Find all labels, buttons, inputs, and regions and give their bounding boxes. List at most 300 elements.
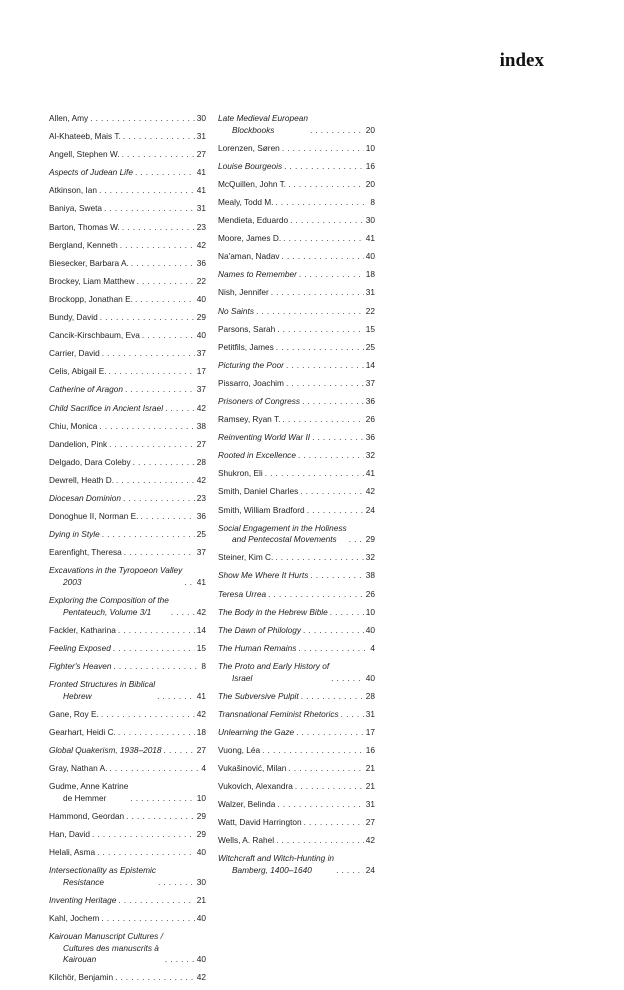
index-entry-text: Donoghue II, Norman E.: [49, 511, 139, 522]
index-entry: [49, 661, 206, 673]
index-entry-page: 36: [196, 257, 206, 268]
index-entry-text: Vuong, Léa: [218, 744, 261, 755]
dot-leader: [307, 505, 364, 517]
index-entry-text: Smith, Daniel Charles: [218, 486, 299, 497]
index-entry: [49, 276, 206, 288]
index-entry-page: 18: [196, 726, 206, 737]
index-entry: [218, 287, 375, 299]
index-entry-text: Al-Khateeb, Mais T.: [49, 131, 121, 142]
index-entry-text: Gudme, Anne Katrine de Hemmer: [49, 781, 129, 803]
index-entry-page: 31: [196, 131, 206, 142]
dot-leader: [99, 421, 194, 433]
index-entry-text: Inventing Heritage: [49, 894, 117, 905]
index-entry-text: Louise Bourgeois: [218, 160, 283, 171]
index-entry-text: Celis, Abigail E.: [49, 366, 107, 377]
index-entry-page: 42: [196, 239, 206, 250]
index-entry-text: Dying in Style: [49, 529, 100, 540]
dot-leader: [310, 570, 363, 582]
index-entry-page: 20: [365, 124, 375, 135]
index-entry-text: Baniya, Sweta: [49, 203, 103, 214]
dot-leader: [265, 468, 364, 480]
dot-leader: [288, 179, 364, 191]
index-entry-text: Excavations in the Tyropoeon Valley 2003: [49, 565, 183, 587]
index-entry-text: Chiu, Monica: [49, 420, 98, 431]
index-entry-page: 10: [365, 606, 375, 617]
dot-leader: [165, 954, 195, 966]
index-entry-page: 31: [365, 287, 375, 298]
index-entry: [49, 811, 206, 823]
dot-leader: [102, 348, 195, 360]
index-entry: [218, 324, 375, 336]
index-entry: [218, 523, 375, 546]
dot-leader: [99, 185, 195, 197]
index-entry-text: Gane, Roy E.: [49, 708, 99, 719]
index-entry-page: 27: [196, 149, 206, 160]
index-entry: [49, 421, 206, 433]
index-entry: [49, 475, 206, 487]
index-entry-page: 42: [196, 708, 206, 719]
index-entry: [218, 342, 375, 354]
index-entry-text: No Saints: [218, 305, 254, 316]
index-entry-page: 40: [196, 954, 206, 965]
dot-leader: [122, 149, 195, 161]
index-entry-text: Dewrell, Heath D.: [49, 474, 115, 485]
index-entry-text: Pissarro, Joachim: [218, 377, 284, 388]
dot-leader: [92, 829, 195, 841]
index-entry: [49, 529, 206, 541]
index-entry-text: Show Me Where It Hurts: [218, 570, 309, 581]
dot-leader: [126, 811, 195, 823]
index-entry-page: 31: [196, 203, 206, 214]
dot-leader: [277, 324, 364, 336]
index-entry-text: Unlearning the Gaze: [218, 726, 295, 737]
dot-leader: [276, 835, 364, 847]
dot-leader: [142, 330, 195, 342]
index-entry-page: 42: [196, 606, 206, 617]
index-entry-text: Reinventing World War II: [218, 432, 311, 443]
index-entry-text: Kahl, Jochem: [49, 912, 100, 923]
index-entry: [218, 745, 375, 757]
index-entry-text: Walzer, Belinda: [218, 799, 276, 810]
index-entry: [218, 817, 375, 829]
index-entry-text: Vukašinović, Milan: [218, 762, 287, 773]
index-entry-text: Catherine of Aragon: [49, 384, 123, 395]
index-entry: [218, 306, 375, 318]
index-entry-page: 15: [365, 323, 375, 334]
index-entry-page: 41: [196, 185, 206, 196]
dot-leader: [113, 643, 195, 655]
index-entry: [49, 847, 206, 859]
index-entry-page: 14: [196, 624, 206, 635]
index-entry: [218, 468, 375, 480]
index-entry-page: 25: [365, 341, 375, 352]
index-entry-page: 42: [196, 402, 206, 413]
dot-leader: [109, 366, 195, 378]
index-entry: [49, 829, 206, 841]
index-entry-text: Ramsey, Ryan T.: [218, 414, 281, 425]
index-entry-page: 29: [196, 312, 206, 323]
index-entry: [218, 161, 375, 173]
index-entry-text: Teresa Urrea: [218, 588, 267, 599]
index-entry-page: 40: [196, 293, 206, 304]
index-entry-page: 27: [196, 744, 206, 755]
index-entry: [218, 853, 375, 876]
index-entry-text: Shukron, Eli: [218, 468, 263, 479]
index-entry-text: Bundy, David: [49, 312, 98, 323]
index-entry-text: Rooted in Excellence: [218, 450, 296, 461]
index-entry-text: Gearhart, Heidi C.: [49, 726, 116, 737]
dot-leader: [184, 577, 194, 589]
dot-leader: [116, 475, 195, 487]
index-entry-text: Nish, Jennifer: [218, 287, 269, 298]
dot-leader: [298, 450, 364, 462]
index-entry-page: 28: [365, 690, 375, 701]
index-entry-page: 32: [365, 450, 375, 461]
index-entry: [49, 595, 206, 618]
index-entry-page: 24: [365, 504, 375, 515]
dot-leader: [298, 643, 368, 655]
index-entry: [218, 113, 375, 136]
index-entry-page: 41: [365, 468, 375, 479]
index-entry-text: Late Medieval European Blockbooks: [218, 113, 308, 135]
dot-leader: [100, 312, 195, 324]
index-entry-text: Watt, David Harrington: [218, 817, 302, 828]
index-entry: [49, 366, 206, 378]
index-entry-page: 41: [196, 576, 206, 587]
index-column-right: [218, 113, 375, 883]
index-entry: [49, 972, 206, 984]
index-entry: [49, 781, 206, 804]
index-entry-page: 32: [365, 552, 375, 563]
index-entry-text: Intersectionality as Epistemic Resistance: [49, 865, 156, 887]
index-entry-page: 4: [370, 642, 375, 653]
dot-leader: [299, 269, 364, 281]
index-entry-page: 22: [196, 275, 206, 286]
index-entry-text: Mealy, Todd M.: [218, 196, 274, 207]
index-entry-page: 28: [196, 456, 206, 467]
dot-leader: [256, 306, 364, 318]
page-title: index: [499, 50, 544, 71]
index-entry-text: The Proto and Early History of Israel: [218, 660, 330, 683]
dot-leader: [171, 607, 195, 619]
index-entry-text: Global Quakerism, 1938–2018: [49, 744, 162, 755]
dot-leader: [133, 457, 195, 469]
index-entry-page: 25: [196, 529, 206, 540]
dot-leader: [101, 709, 195, 721]
index-entry-text: Cancik-Kirschbaum, Eva: [49, 330, 140, 341]
dot-leader: [123, 493, 195, 505]
index-entry: [218, 450, 375, 462]
index-entry: [49, 763, 206, 775]
index-entry: [218, 414, 375, 426]
index-entry: [218, 763, 375, 775]
dot-leader: [277, 799, 363, 811]
dot-leader: [123, 131, 195, 143]
index-entry-page: 15: [196, 642, 206, 653]
index-entry: [218, 179, 375, 191]
index-entry-page: 42: [365, 486, 375, 497]
index-entry-page: 27: [196, 438, 206, 449]
index-entry: [218, 709, 375, 721]
index-entry-text: Biesecker, Barbara A.: [49, 257, 129, 268]
dot-leader: [349, 534, 364, 546]
index-entry-text: Carrier, David: [49, 348, 100, 359]
index-entry-page: 29: [196, 828, 206, 839]
index-entry-text: Allen, Amy: [49, 113, 89, 123]
index-entry-page: 17: [196, 366, 206, 377]
index-entry: [49, 643, 206, 655]
index-entry: [218, 233, 375, 245]
index-entry-page: 24: [365, 865, 375, 876]
index-entry-text: Kairouan Manuscript Cultures / Cultures des manuscrits à Kairouan: [49, 930, 163, 965]
index-entry-page: 29: [196, 810, 206, 821]
index-entry-page: 36: [365, 432, 375, 443]
index-entry: [218, 799, 375, 811]
index-entry-page: 22: [365, 305, 375, 316]
index-entry-page: 14: [365, 359, 375, 370]
index-entry-page: 37: [196, 348, 206, 359]
index-entry: [218, 589, 375, 601]
dot-leader: [118, 727, 195, 739]
dot-leader: [90, 113, 195, 125]
index-entry: [49, 709, 206, 721]
dot-leader: [310, 125, 364, 137]
index-entry: [218, 570, 375, 582]
dot-leader: [312, 432, 364, 444]
index-entry: [49, 384, 206, 396]
index-entry-text: Fronted Structures in Biblical Hebrew: [49, 679, 156, 701]
index-entry: [49, 222, 206, 234]
index-entry-page: 42: [365, 835, 375, 846]
index-entry-text: Dandelion, Pink: [49, 438, 108, 449]
index-entry: [218, 143, 375, 155]
index-entry-text: Gray, Nathan A.: [49, 762, 108, 773]
index-entry-page: 40: [365, 624, 375, 635]
dot-leader: [282, 251, 364, 263]
dot-leader: [140, 511, 194, 523]
index-entry-text: Hammond, Geordan: [49, 810, 125, 821]
index-entry: [49, 149, 206, 161]
index-entry: [218, 661, 375, 684]
index-entry-page: 41: [196, 690, 206, 701]
dot-leader: [290, 215, 364, 227]
index-entry-text: Barton, Thomas W.: [49, 221, 120, 232]
index-entry-page: 37: [365, 377, 375, 388]
index-entry-text: Prisoners of Congress: [218, 396, 301, 406]
dot-leader: [135, 294, 195, 306]
dot-leader: [276, 197, 369, 209]
dot-leader: [271, 287, 364, 299]
index-entry-page: 16: [365, 744, 375, 755]
dot-leader: [109, 763, 199, 775]
index-entry: [218, 607, 375, 619]
index-entry: [49, 167, 206, 179]
dot-leader: [301, 691, 364, 703]
index-entry-text: Angell, Stephen W.: [49, 149, 120, 160]
dot-leader: [131, 258, 195, 270]
dot-leader: [295, 781, 364, 793]
index-entry-page: 31: [365, 708, 375, 719]
index-entry: [49, 203, 206, 215]
index-entry: [218, 643, 375, 655]
dot-leader: [135, 167, 195, 179]
index-entry-text: Brockey, Liam Matthew: [49, 275, 135, 286]
index-entry: [218, 215, 375, 227]
index-entry: [49, 565, 206, 588]
index-entry-page: 18: [365, 269, 375, 280]
index-entry-page: 42: [196, 474, 206, 485]
index-entry: [49, 547, 206, 559]
index-entry: [218, 251, 375, 263]
index-entry-text: The Body in the Hebrew Bible: [218, 606, 328, 617]
dot-leader: [330, 607, 364, 619]
index-entry: [49, 294, 206, 306]
index-entry: [49, 931, 206, 966]
index-entry: [49, 895, 206, 907]
index-entry: [218, 197, 375, 209]
index-entry: [218, 505, 375, 517]
index-entry-text: Earenfight, Theresa: [49, 547, 122, 558]
index-entry-text: Social Engagement in the Holiness and Pentecostal Movements: [218, 522, 347, 545]
index-entry-text: Feeling Exposed: [49, 642, 111, 653]
index-entry-text: Kilchör, Benjamin: [49, 972, 114, 983]
index-entry-page: 17: [365, 726, 375, 737]
index-entry-text: Names to Remember: [218, 269, 297, 280]
dot-leader: [157, 691, 195, 703]
index-entry: [218, 486, 375, 498]
dot-leader: [286, 360, 364, 372]
index-entry-text: Helali, Asma: [49, 846, 96, 857]
index-entry-page: 26: [365, 588, 375, 599]
index-entry-text: Bergland, Kenneth: [49, 239, 118, 250]
index-entry-page: 41: [196, 167, 206, 178]
index-entry-text: Han, David: [49, 828, 91, 839]
index-entry-page: 40: [365, 251, 375, 262]
index-entry-text: Vukovich, Alexandra: [218, 781, 293, 792]
index-entry-page: 31: [365, 799, 375, 810]
index-entry: [218, 691, 375, 703]
dot-leader: [282, 414, 363, 426]
index-entry-page: 21: [365, 762, 375, 773]
index-entry-page: 36: [196, 511, 206, 522]
dot-leader: [262, 745, 364, 757]
index-entry-page: 23: [196, 221, 206, 232]
index-entry: [218, 432, 375, 444]
index-entry-text: The Subversive Pulpit: [218, 690, 299, 701]
index-entry-page: 21: [365, 781, 375, 792]
dot-leader: [104, 203, 195, 215]
index-entry: [218, 396, 375, 408]
dot-leader: [115, 972, 195, 984]
dot-leader: [124, 547, 195, 559]
dot-leader: [122, 222, 195, 234]
index-entry: [49, 679, 206, 702]
index-entry: [49, 185, 206, 197]
dot-leader: [283, 233, 364, 245]
dot-leader: [275, 552, 363, 564]
index-entry-page: 41: [365, 233, 375, 244]
dot-leader: [303, 625, 364, 637]
dot-leader: [97, 847, 195, 859]
index-entry-text: Steiner, Kim C.: [218, 552, 274, 563]
index-entry: [49, 113, 206, 125]
index-entry: [49, 330, 206, 342]
index-entry: [218, 360, 375, 372]
index-entry-page: 30: [196, 876, 206, 887]
index-entry-page: 37: [196, 384, 206, 395]
dot-leader: [276, 342, 364, 354]
index-entry-text: Petitfils, James: [218, 341, 274, 352]
index-entry: [218, 378, 375, 390]
index-entry-text: Fighter's Heaven: [49, 660, 112, 671]
index-entry-page: 4: [201, 762, 206, 773]
index-entry-page: 27: [365, 817, 375, 828]
index-entry-page: 26: [365, 414, 375, 425]
index-entry-page: 30: [196, 113, 206, 123]
index-entry: [49, 727, 206, 739]
index-entry-text: Exploring the Composition of the Pentateuch, Volume 3/1: [49, 595, 169, 617]
dot-leader: [130, 793, 194, 805]
index-entry-text: Child Sacrifice in Ancient Israel: [49, 402, 164, 413]
index-entry-text: Moore, James D.: [218, 233, 282, 244]
index-entry-text: The Dawn of Philology: [218, 624, 302, 635]
dot-leader: [118, 895, 194, 907]
index-entry-text: Na'aman, Nadav: [218, 251, 280, 262]
index-entry: [218, 835, 375, 847]
index-entry: [49, 865, 206, 888]
index-entry-text: Wells, A. Rahel: [218, 835, 275, 846]
index-entry-page: 38: [365, 570, 375, 581]
dot-leader: [288, 763, 363, 775]
dot-leader: [336, 865, 364, 877]
dot-leader: [302, 396, 364, 408]
dot-leader: [284, 161, 364, 173]
index-entry: [218, 625, 375, 637]
dot-leader: [165, 403, 195, 415]
dot-leader: [113, 661, 199, 673]
index-entry-page: 30: [365, 215, 375, 226]
index-entry: [49, 625, 206, 637]
index-entry-page: 40: [365, 672, 375, 683]
index-entry: [218, 269, 375, 281]
dot-leader: [125, 384, 195, 396]
index-entry: [49, 511, 206, 523]
index-entry-text: Delgado, Dara Coleby: [49, 456, 131, 467]
index-entry: [49, 312, 206, 324]
index-entry-page: 23: [196, 492, 206, 503]
index-entry-page: 8: [201, 660, 206, 671]
index-entry-text: Smith, William Bradford: [218, 504, 305, 515]
dot-leader: [164, 745, 195, 757]
index-entry: [49, 913, 206, 925]
dot-leader: [158, 877, 195, 889]
index-entry: [49, 131, 206, 143]
index-entry-page: 37: [196, 547, 206, 558]
index-entry-page: 29: [365, 534, 375, 545]
dot-leader: [296, 727, 364, 739]
index-entry-page: 40: [196, 846, 206, 857]
index-entry-page: 40: [196, 912, 206, 923]
index-entry: [218, 727, 375, 739]
index-entry-text: Lorenzen, Søren: [218, 142, 280, 153]
index-entry: [218, 781, 375, 793]
dot-leader: [286, 378, 364, 390]
dot-leader: [109, 439, 195, 451]
index-entry-text: Aspects of Judean Life: [49, 167, 133, 178]
index-entry-text: Picturing the Poor: [218, 359, 284, 370]
dot-leader: [341, 709, 364, 721]
index-entry-page: 10: [365, 142, 375, 153]
